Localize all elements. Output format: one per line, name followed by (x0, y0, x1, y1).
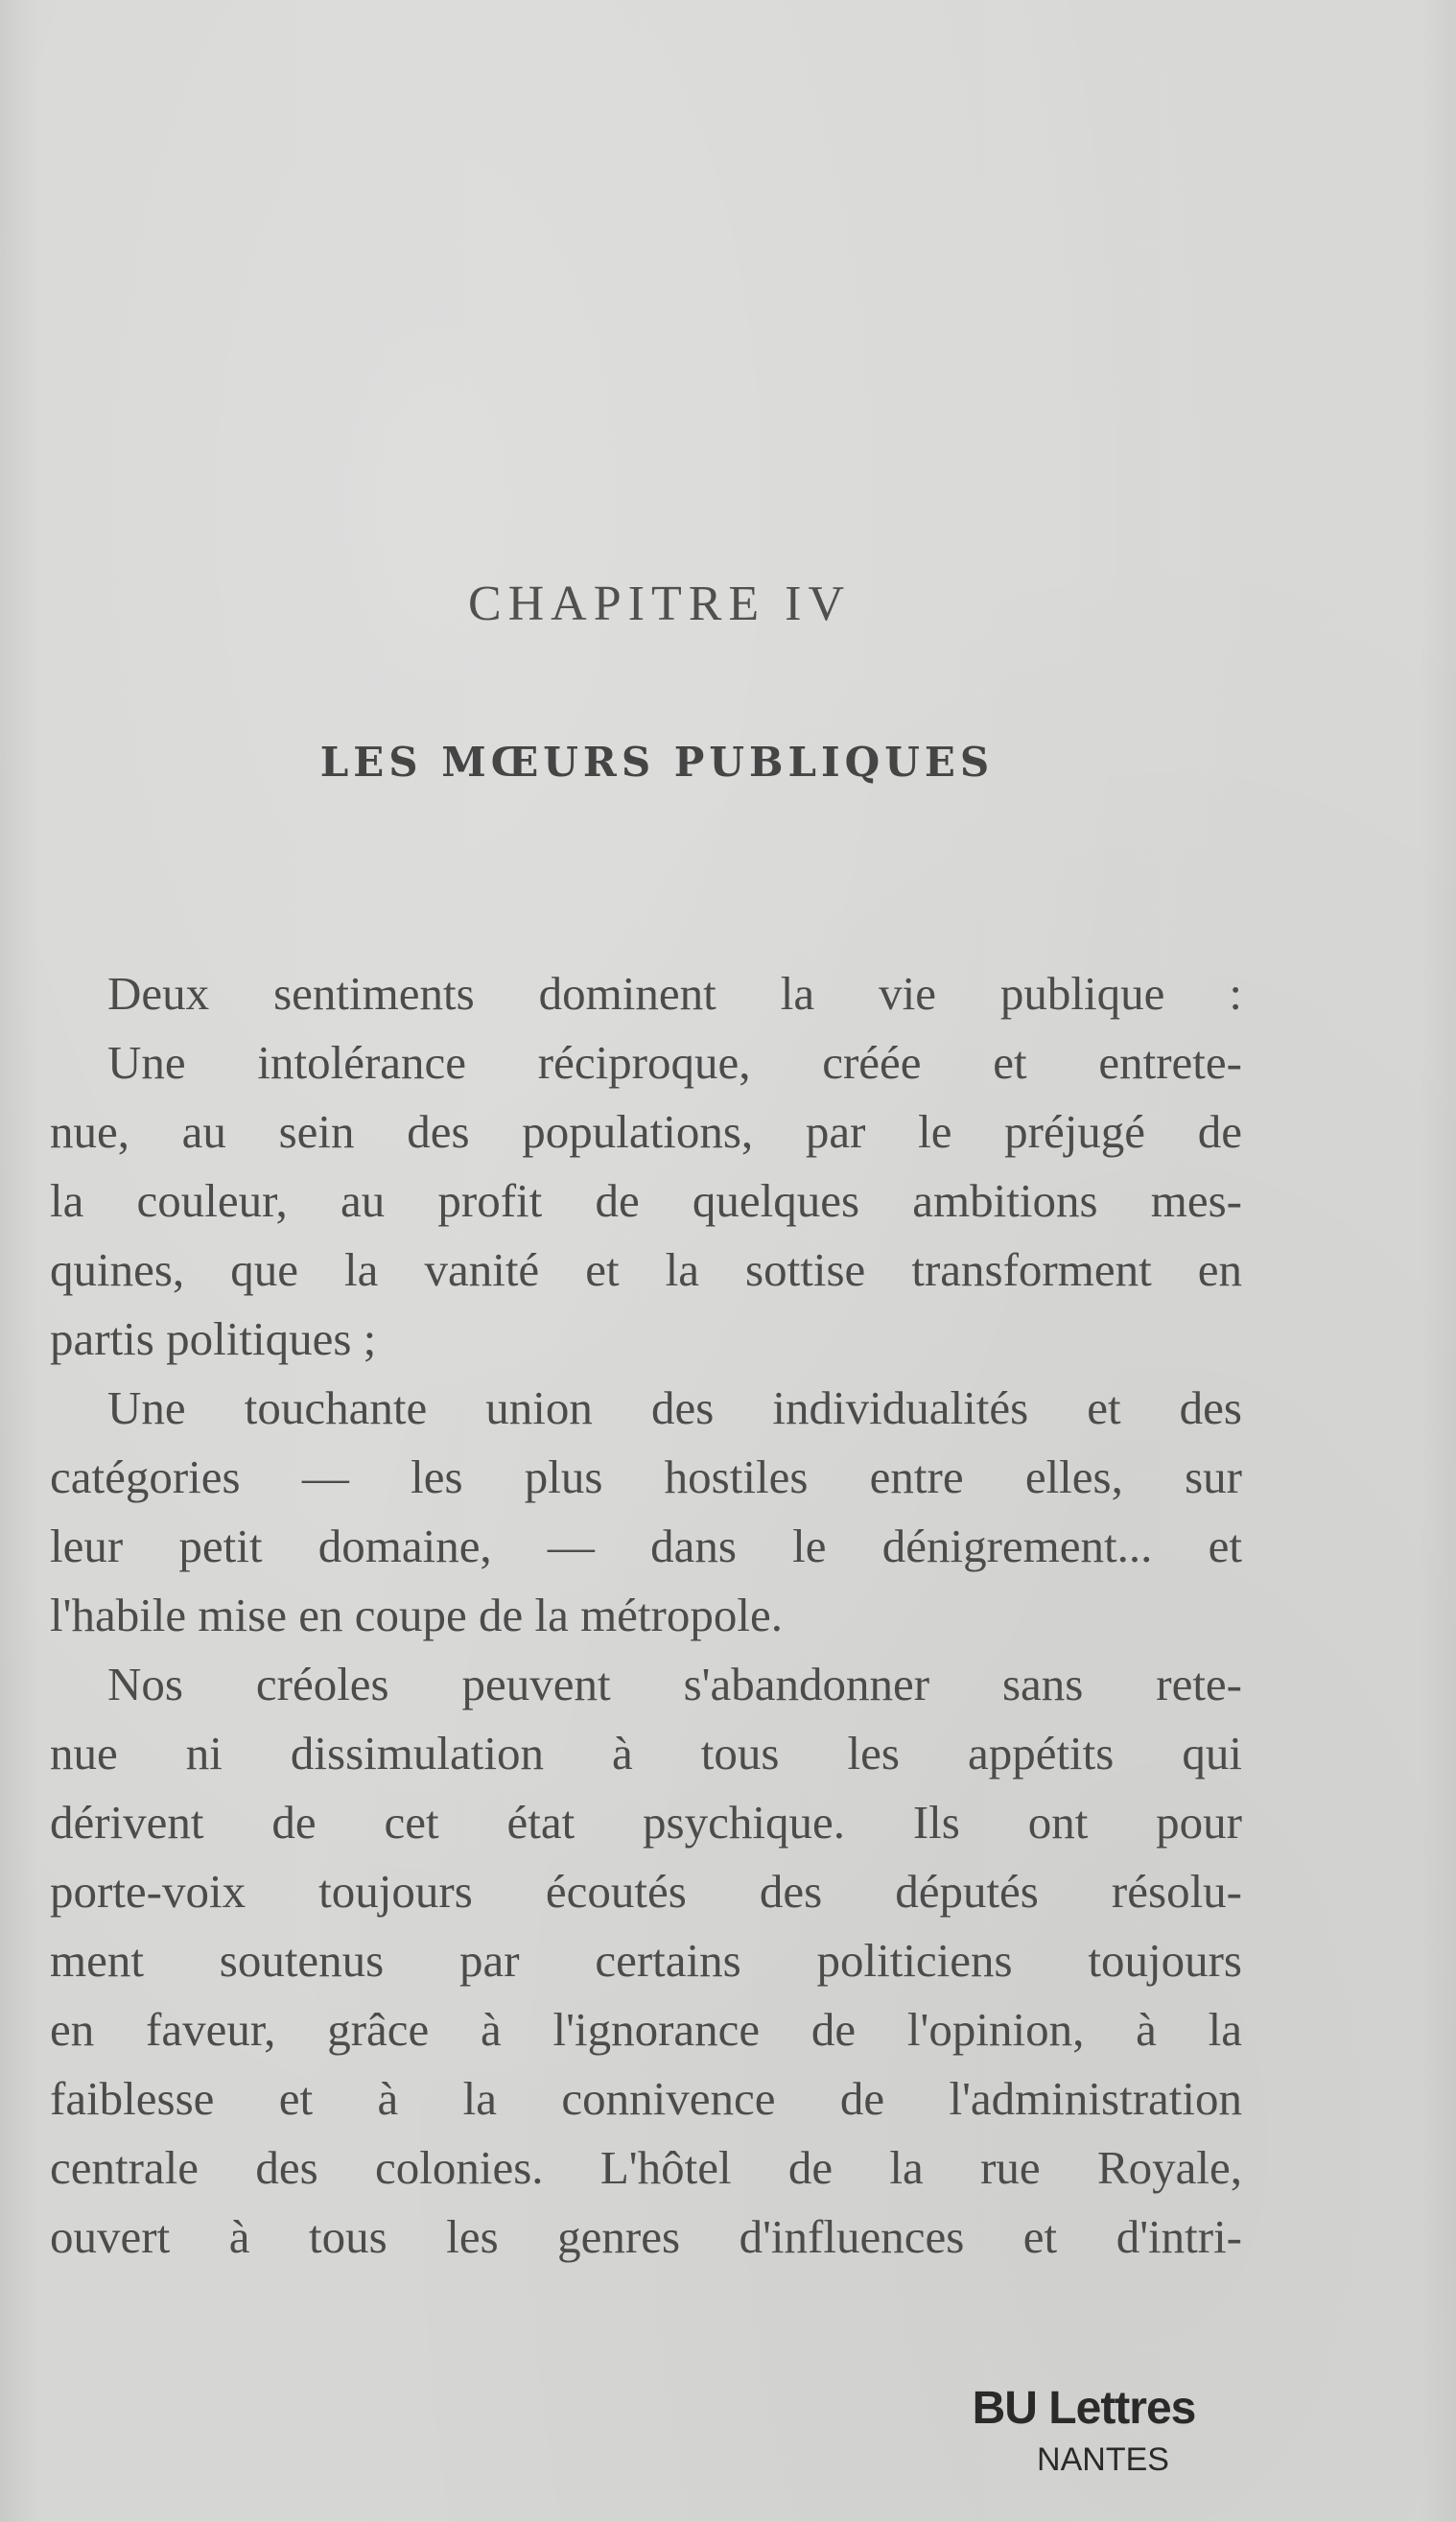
text-line: nue, au sein des populations, par le préjugé de (50, 1105, 1242, 1158)
text-line: catégories — les plus hostiles entre elles, sur (50, 1450, 1242, 1503)
text-line: Une intolérance réciproque, créée et entrete- (107, 1036, 1242, 1089)
text-line: dérivent de cet état psychique. Ils ont pour (50, 1796, 1242, 1849)
library-stamp (954, 2381, 1213, 2479)
stamp-line-nantes: NANTES (1037, 2441, 1169, 2478)
text-line: porte-voix toujours écoutés des députés résolu- (50, 1865, 1242, 1918)
text-line: l'habile mise en coupe de la métropole. (50, 1589, 783, 1641)
text-line: Deux sentiments dominent la vie publique : (107, 967, 1242, 1020)
chapter-number: CHAPITRE IV (467, 577, 852, 631)
text-line: en faveur, grâce à l'ignorance de l'opinion, à la (50, 2003, 1242, 2056)
text-line: centrale des colonies. L'hôtel de la rue Royale, (50, 2141, 1242, 2194)
chapter-title: LES MŒURS PUBLIQUES (319, 739, 995, 786)
text-line: Une touchante union des individualités et des (107, 1381, 1242, 1434)
text-line: Nos créoles peuvent s'abandonner sans rete- (107, 1658, 1242, 1710)
body-text (50, 959, 1242, 2272)
text-line: partis politiques ; (50, 1312, 377, 1365)
text-line: nue ni dissimulation à tous les appétits qui (50, 1727, 1242, 1780)
text-line: quines, que la vanité et la sottise transforment en (50, 1243, 1242, 1296)
text-line: ouvert à tous les genres d'influences et d'intri- (50, 2210, 1242, 2263)
stamp-line-bu-lettres: BU Lettres (972, 2383, 1196, 2434)
text-line: la couleur, au profit de quelques ambitions mes- (50, 1174, 1242, 1227)
text-line: leur petit domaine, — dans le dénigrement... et (50, 1520, 1242, 1572)
text-line: ment soutenus par certains politiciens toujours (50, 1934, 1242, 1987)
text-line: faiblesse et à la connivence de l'administration (50, 2072, 1242, 2125)
